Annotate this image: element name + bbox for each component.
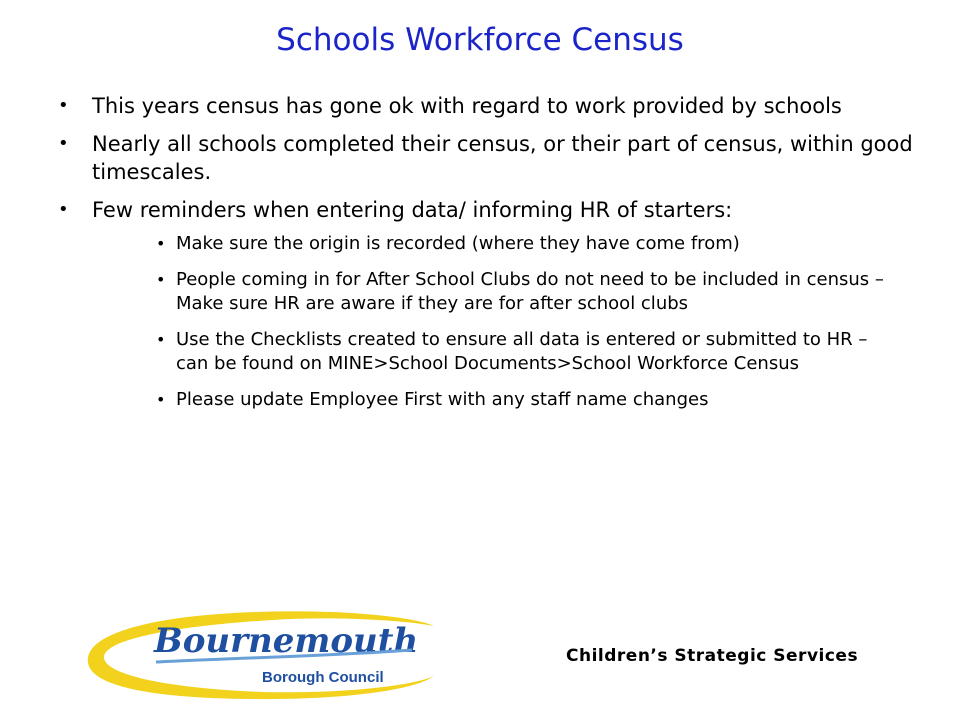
sub-bullet-item [156,232,896,256]
footer-department: Children’s Strategic Services [566,646,859,666]
slide-title: Schools Workforce Census [276,22,684,58]
bullet-text: Nearly all schools completed their census, or their part of census, within good timescales. [92,132,913,184]
logo-wordmark: Bournemouth [154,621,419,661]
bullet-icon: • [58,199,69,220]
bullet-item [58,130,928,186]
bullet-icon: • [156,390,166,409]
logo-subtext: Borough Council [262,669,384,686]
sub-bullet-item [156,388,896,412]
bullet-item [58,92,928,120]
sub-bullet-item [156,328,896,376]
bullet-icon: • [58,133,69,154]
bullet-icon: • [58,95,69,116]
sub-bullet-text: Make sure the origin is recorded (where they have come from) [176,233,740,254]
bullet-icon: • [156,234,166,253]
sub-bullet-text: Please update Employee First with any staff name changes [176,389,709,410]
bournemouth-council-logo [82,606,437,700]
bullet-list [58,92,928,424]
sub-bullet-list [156,232,896,412]
sub-bullet-item [156,268,896,316]
bullet-text: Few reminders when entering data/ informing HR of starters: [92,198,733,222]
bullet-icon: • [156,270,166,289]
sub-bullet-text: People coming in for After School Clubs do not need to be included in census – Make sure HR are aware if they are for after school clubs [176,269,884,314]
bullet-text: This years census has gone ok with regard to work provided by schools [92,94,842,118]
bullet-icon: • [156,330,166,349]
bullet-item [58,196,928,412]
sub-bullet-text: Use the Checklists created to ensure all data is entered or submitted to HR – can be found on MINE>School Documents>School Workforce Census [176,329,868,374]
